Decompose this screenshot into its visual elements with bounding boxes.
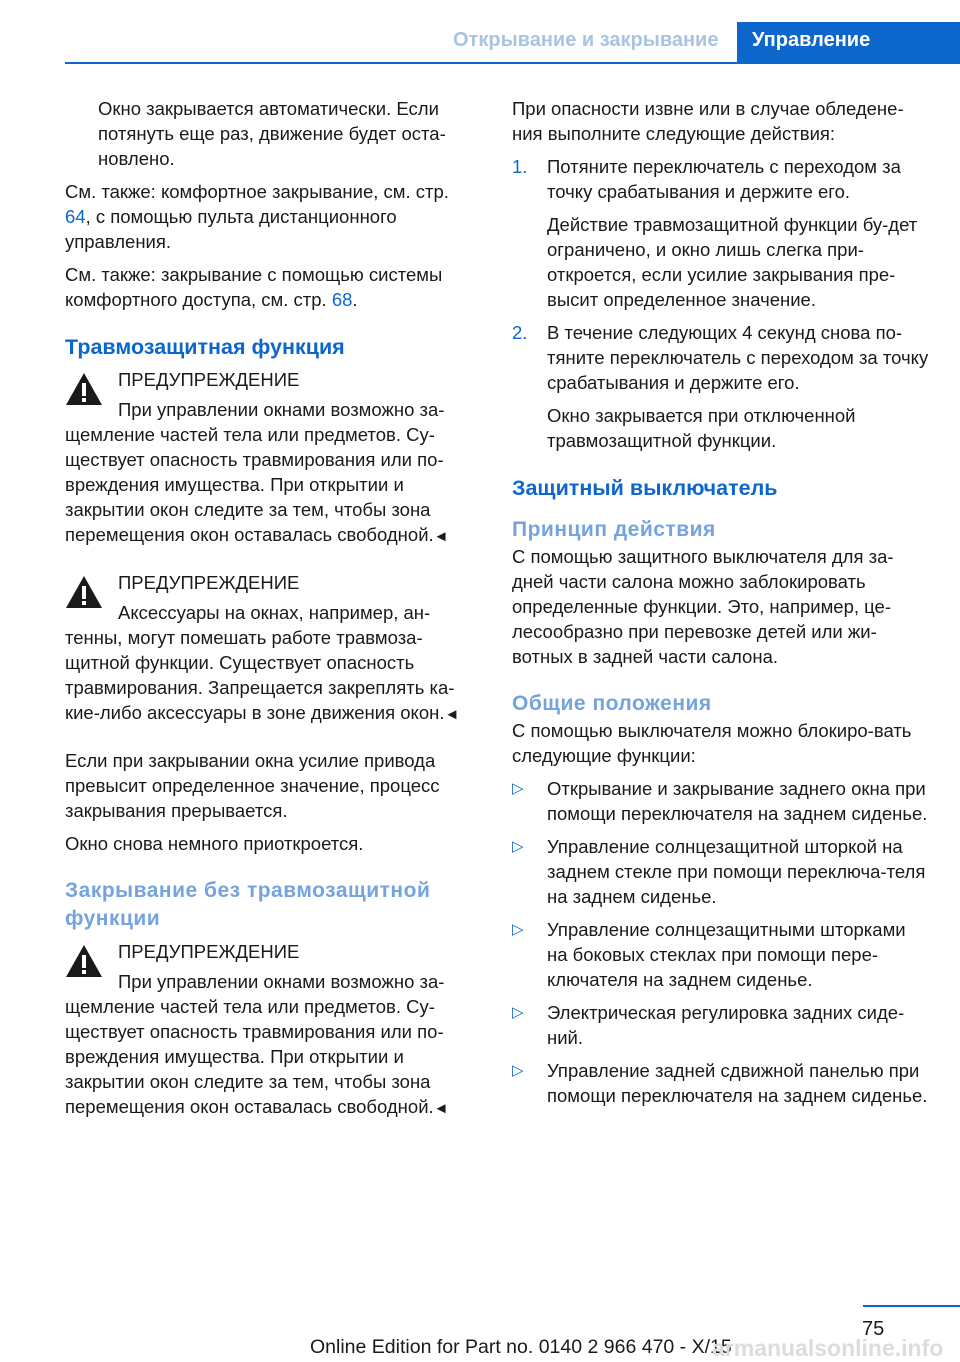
warning-title: ПРЕДУПРЕЖДЕНИЕ: [118, 941, 300, 962]
bullet-triangle-icon: ▷: [512, 921, 524, 938]
step-number: 1.: [512, 156, 528, 177]
warning-text-first: При управлении окнами возможно за‐: [118, 971, 445, 992]
warning-text: [65, 625, 477, 727]
warning-title: ПРЕДУПРЕЖДЕНИЕ: [118, 369, 300, 390]
warning-text-first: При управлении окнами возможно за‐: [118, 399, 445, 420]
text: .: [352, 289, 358, 310]
page-link-64[interactable]: 64: [65, 206, 86, 227]
warning-triangle-icon: [65, 575, 103, 609]
step-note: Действие травмозащитной функции бу‐дет ограничено, и окно лишь слегка при‐откроется, если усилие закрывания пре‐высит определенное значение.: [547, 214, 918, 310]
footer-edition: Online Edition for Part no. 0140 2 966 470 - X/15: [310, 1336, 732, 1358]
heading-general: Общие положения: [512, 692, 712, 715]
paragraph-reopen: Окно снова немного приоткроется.: [65, 833, 364, 854]
paragraph-auto-close: Окно закрывается автоматически. Если потянуть еще раз, движение будет оста‐новлено.: [98, 98, 446, 169]
end-mark-icon: ◄: [433, 528, 449, 545]
header-chapter-label: Управление: [752, 29, 871, 51]
paragraph-danger-intro: При опасности извне или в случае обледене‐ния выполните следующие действия:: [512, 98, 904, 144]
paragraph-general: С помощью выключателя можно блокиро‐вать следующие функции:: [512, 720, 912, 766]
page-header: [0, 0, 960, 64]
watermark[interactable]: armanualsonline.info: [712, 1335, 944, 1361]
list-item-step-2: [512, 320, 930, 453]
warning-triangle-icon: [65, 944, 103, 978]
bullet-text: Управление задней сдвижной панелью при помощи переключателя на заднем сиденье.: [547, 1060, 928, 1106]
step-number: 2.: [512, 322, 528, 343]
warning-block-3: [65, 939, 477, 1121]
paragraph-comfort-close: [65, 179, 477, 254]
paragraph-comfort-access: [65, 262, 477, 312]
heading-injury-protection: Травмозащитная функция: [65, 335, 345, 359]
left-column: [65, 96, 477, 1121]
footer-rule: [863, 1305, 960, 1307]
paragraph-principle: С помощью защитного выключателя для за‐дней части салона можно заблокировать определенные функции. Это, например, це‐лесообразно при перевозке детей или жи‐вотных в задней части салона.: [512, 546, 894, 667]
warning-text: [65, 422, 477, 549]
step-text: В течение следующих 4 секунд снова по‐тяните переключатель с переходом за точку срабатывания и держите его.: [547, 322, 929, 393]
bullet-triangle-icon: ▷: [512, 1004, 524, 1021]
right-column: [512, 96, 930, 1108]
warning-block-2: [65, 570, 477, 727]
paragraph-force-limit: Если при закрывании окна усилие привода превысит определенное значение, процесс закрывания прерывается.: [65, 750, 440, 821]
text: , с помощью пульта дистанционного управления.: [65, 206, 397, 252]
bullet-text: Управление солнцезащитными шторками на боковых стеклах при помощи пере‐ключателя на заднем сиденье.: [547, 919, 906, 990]
warning-text: [65, 994, 477, 1121]
text: См. также: закрывание с помощью системы комфортного доступа, см. стр.: [65, 264, 443, 310]
heading-close-without-protection: Закрывание без травмозащитной функции: [65, 879, 431, 930]
list-item-step-1: [512, 154, 930, 312]
text: тенны, могут помешать работе травмоза‐щитной функции. Существует опасность травмирования. Запрещается закреплять ка‐кие-либо аксессуары в зоне движения окон.: [65, 627, 455, 723]
text: щемление частей тела или предметов. Су‐ществует опасность травмирования или по‐вреждения имущества. При открытии и закрытии окон следите за тем, чтобы зона перемещения окон оставалась свободной.: [65, 424, 444, 545]
header-rule: [65, 62, 960, 64]
list-item: [512, 834, 930, 909]
step-text: Потяните переключатель с переходом за точку срабатывания и держите его.: [547, 156, 901, 202]
text: См. также: комфортное закрывание, см. стр.: [65, 181, 449, 202]
text: щемление частей тела или предметов. Су‐ществует опасность травмирования или по‐вреждения имущества. При открытии и закрытии окон следите за тем, чтобы зона перемещения окон оставалась свободной.: [65, 996, 444, 1117]
warning-text-first: Аксессуары на окнах, например, ан‐: [118, 602, 431, 623]
bullet-text: Открывание и закрывание заднего окна при помощи переключателя на заднем сиденье.: [547, 778, 928, 824]
step-note: Окно закрывается при отключенной травмозащитной функции.: [547, 405, 856, 451]
warning-triangle-icon: [65, 372, 103, 406]
page-number: 75: [862, 1318, 885, 1340]
bullet-triangle-icon: ▷: [512, 780, 524, 797]
header-section-title: Открывание и закрывание: [453, 29, 719, 51]
bullet-triangle-icon: ▷: [512, 1062, 524, 1079]
heading-principle: Принцип действия: [512, 518, 716, 541]
warning-title: ПРЕДУПРЕЖДЕНИЕ: [118, 572, 300, 593]
end-mark-icon: ◄: [444, 706, 460, 723]
header-chapter-tab: [737, 22, 960, 62]
list-item: [512, 776, 930, 826]
list-item: [512, 1058, 930, 1108]
end-mark-icon: ◄: [433, 1100, 449, 1117]
list-item: [512, 917, 930, 992]
bullet-text: Электрическая регулировка задних сиде‐ний.: [547, 1002, 905, 1048]
list-item: [512, 1000, 930, 1050]
bullet-text: Управление солнцезащитной шторкой на заднем стекле при помощи переключа‐теля на заднем сиденье.: [547, 836, 926, 907]
heading-safety-switch: Защитный выключатель: [512, 476, 778, 500]
bullet-triangle-icon: ▷: [512, 838, 524, 855]
page-link-68[interactable]: 68: [331, 289, 353, 310]
warning-block-1: [65, 367, 477, 549]
